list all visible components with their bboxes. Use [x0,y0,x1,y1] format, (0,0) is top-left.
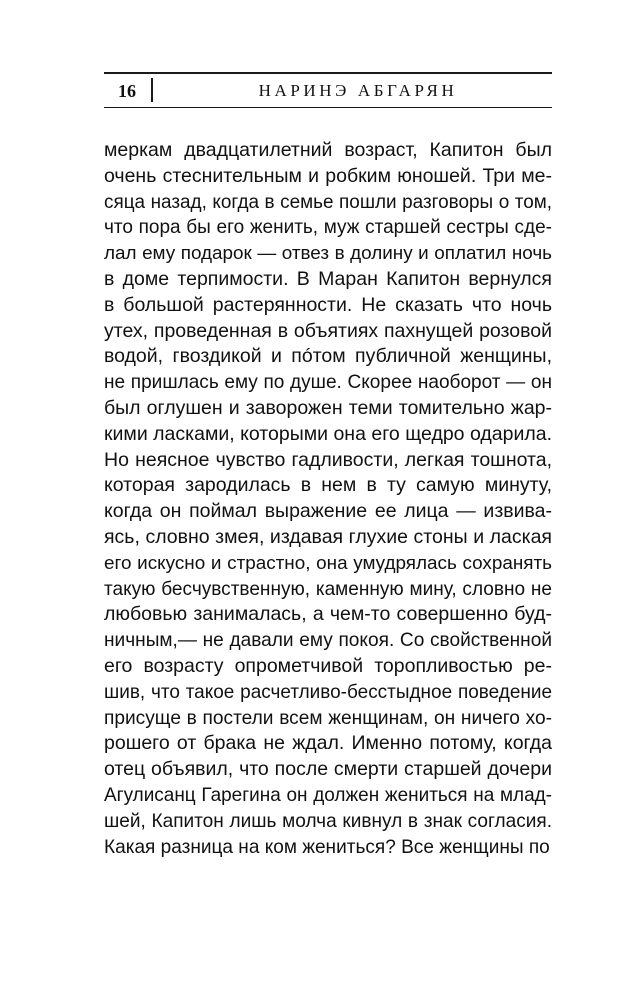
running-title: НАРИНЭ АБГАРЯН [258,81,458,100]
text-line: лал ему подарок — отвез в долину и оплатил ночь [104,243,552,265]
text-line: шив, что такое расчетливо-бесстыдное поведение [104,681,552,703]
text-line: в доме терпимости. В Маран Капитон вернулся [104,267,552,290]
text-line: ничным,— не давали ему покоя. Со свойственной [104,630,552,652]
text-line: рошего от брака не ждал. Именно потому, когда [104,732,552,755]
text-line: утех, проведенная в объятиях пахнущей розовой [104,319,552,342]
text-line: когда он поймал выражение ее лица — извива- [104,500,552,523]
text-line: очень стеснительным и робким юношей. Три ме- [104,164,552,187]
text-line: Какая разница на ком жениться? Все женщины по [104,836,550,858]
body-text [104,138,552,860]
text-line: кими ласками, которыми она его щедро одарила. [104,422,552,445]
text-line: не пришлась ему по душе. Скорее наоборот — он [104,372,552,394]
text-line: в большой растерянности. Не сказать что ночь [104,293,552,316]
page-number: 16 [118,81,136,101]
running-header [104,72,552,108]
text-line: присуще в постели всем женщинам, он ничего хо- [104,707,552,729]
text-line: его возрасту опрометчивой торопливостью ре- [104,654,552,677]
text-line: его искусно и страстно, она умудрялась сохранять [104,552,552,574]
text-line: сяца назад, когда в семье пошли разговоры о том, [104,191,552,213]
text-line: Но неясное чувство гадливости, легкая тошнота, [104,448,552,471]
text-line: Агулисанц Гарегина он должен жениться на млад- [104,784,552,806]
header-divider [151,78,153,102]
text-line: такую бесчувственную, каменную мину, словно не [104,578,552,600]
text-line: любовью занималась, а чем-то совершенно буд- [104,603,552,626]
text-line: которая зародилась в нем в ту самую минуту, [104,474,552,497]
text-line: водой, гвоздикой и пóтом публичной женщины, [104,345,552,368]
text-line: отец объявил, что после смерти старшей дочери [104,758,552,781]
text-line: что пора бы его женить, муж старшей сестры сде- [104,217,552,239]
text-line: шей, Капитон лишь молча кивнул в знак согласия. [104,810,552,832]
text-line: меркам двадцатилетний возраст, Капитон был [104,139,552,161]
text-line: ясь, словно змея, издавая глухие стоны и лаская [104,525,552,548]
text-line: был оглушен и заворожен теми томительно жар- [104,396,552,419]
